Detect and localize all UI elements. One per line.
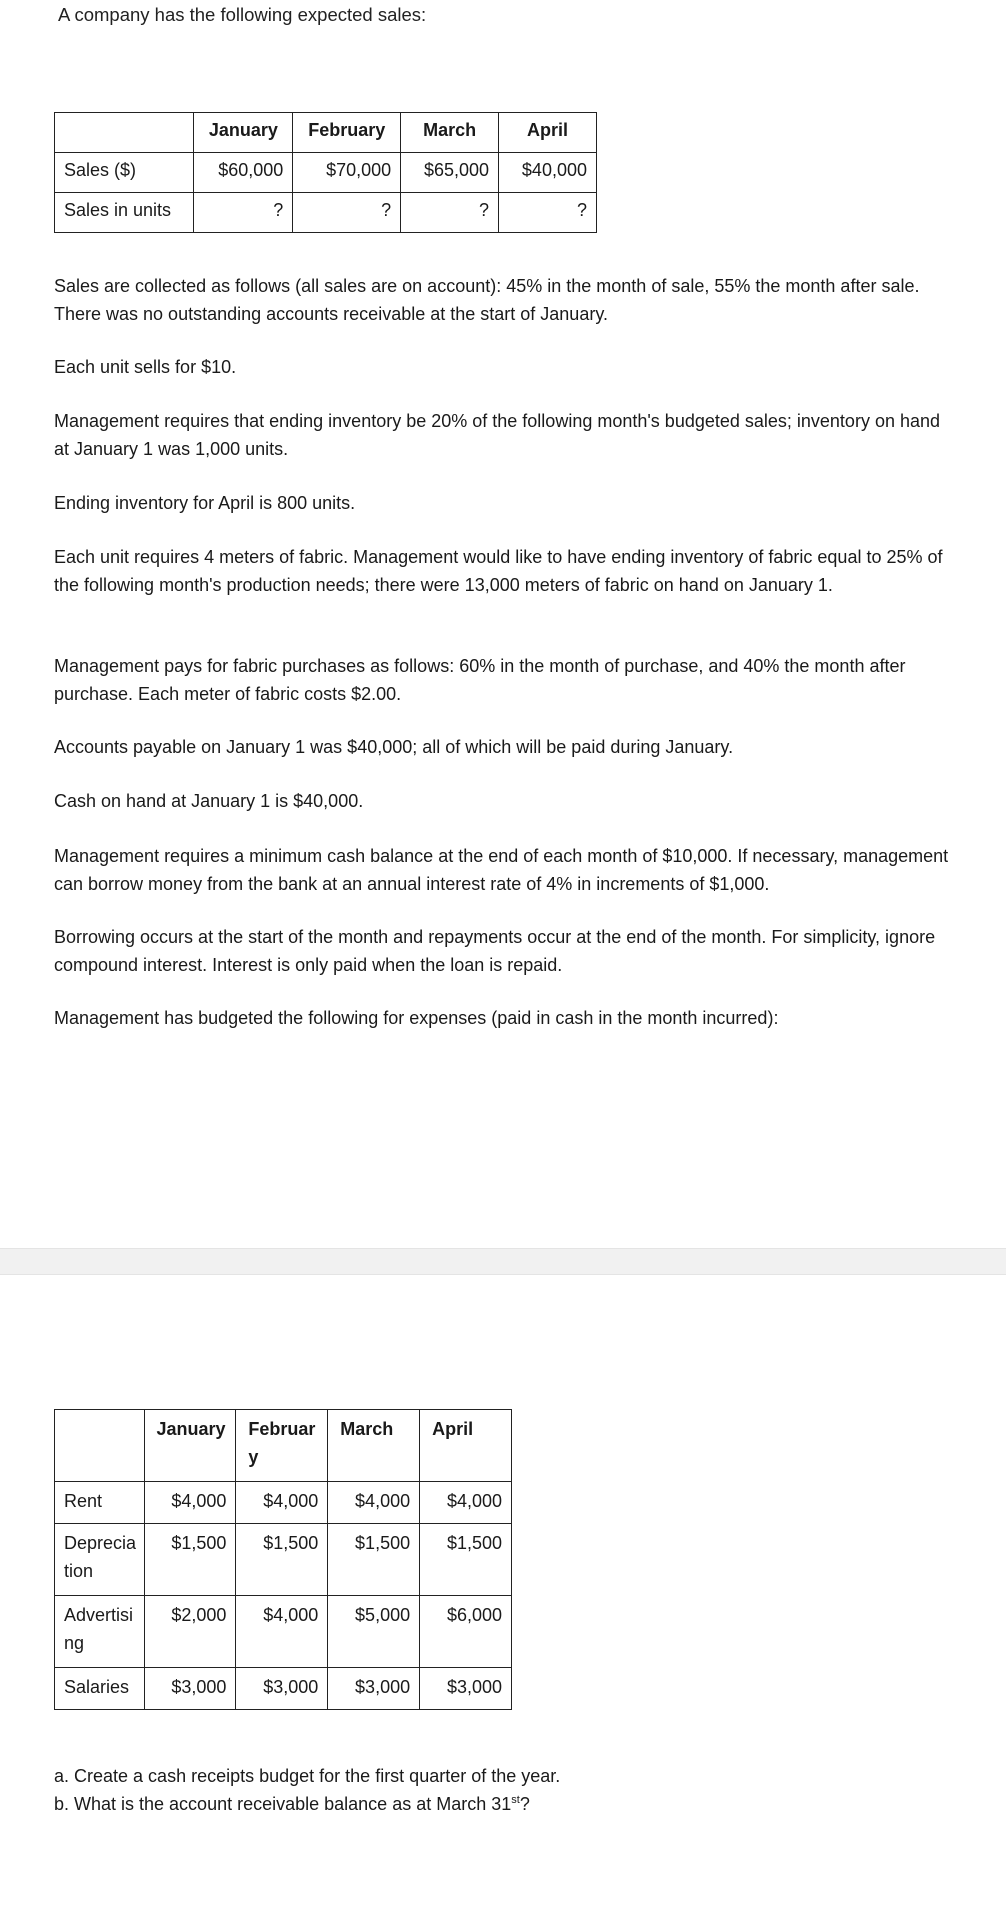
expense-header-january: January [144, 1410, 236, 1482]
expenses-intro-paragraph: Management has budgeted the following for expenses (paid in cash in the month incurred): [54, 1008, 779, 1028]
expense-header-april: April [420, 1410, 512, 1482]
questions-block [54, 1763, 560, 1818]
page-break-divider [0, 1248, 1006, 1275]
question-b-text: b. What is the account receivable balance as at March 31 [54, 1793, 512, 1814]
expense-cell: $1,500 [144, 1524, 236, 1596]
expense-table-corner-cell [55, 1410, 145, 1482]
expense-cell: $4,000 [328, 1482, 420, 1524]
sales-row-units [55, 193, 597, 233]
sales-header-march: March [401, 113, 499, 153]
sales-table-corner-cell [55, 113, 194, 153]
units-cell-march: ? [401, 193, 499, 233]
sales-table-header-row [55, 113, 597, 153]
expense-cell: $3,000 [236, 1668, 328, 1710]
expense-cell: $1,500 [236, 1524, 328, 1596]
expense-row-label: Salaries [55, 1668, 145, 1710]
ending-inventory-policy-paragraph: Management requires that ending inventory be 20% of the following month's budgeted sales; inventory on hand at January 1 was 1,000 units. [54, 411, 941, 459]
expense-header-february: February [236, 1410, 328, 1482]
sales-cell-january: $60,000 [194, 153, 293, 193]
units-cell-january: ? [194, 193, 293, 233]
sales-row-label: Sales ($) [55, 153, 194, 193]
expense-row-advertising [55, 1596, 512, 1668]
expense-cell: $2,000 [144, 1596, 236, 1668]
sales-header-april: April [499, 113, 597, 153]
sales-header-february: February [293, 113, 401, 153]
sales-header-january: January [194, 113, 293, 153]
minimum-cash-paragraph: Management requires a minimum cash balance at the end of each month of $10,000. If necessary, management can borrow money from the bank at an annual interest rate of 4% in increments of $1,000. [54, 846, 949, 894]
units-cell-february: ? [293, 193, 401, 233]
question-b [54, 1791, 560, 1819]
expense-cell: $3,000 [144, 1668, 236, 1710]
expense-cell: $4,000 [420, 1482, 512, 1524]
collection-terms-paragraph: Sales are collected as follows (all sales are on account): 45% in the month of sale, 55% the month after sale. There was no outstanding accounts receivable at the start of January. [54, 276, 920, 324]
cash-on-hand-paragraph: Cash on hand at January 1 is $40,000. [54, 791, 364, 811]
sales-row-dollars [55, 153, 597, 193]
fabric-requirements-paragraph: Each unit requires 4 meters of fabric. Management would like to have ending inventory of fabric equal to 25% of the following month's production needs; there were 13,000 meters of fabric on hand on January 1. [54, 547, 943, 595]
page-title: A company has the following expected sales: [58, 4, 427, 25]
question-b-ordinal-suffix: st [511, 1793, 520, 1806]
expense-row-label: Depreciation [55, 1524, 145, 1596]
sales-table [54, 112, 597, 233]
sales-cell-april: $40,000 [499, 153, 597, 193]
expense-cell: $1,500 [420, 1524, 512, 1596]
expense-header-march: March [328, 1410, 420, 1482]
unit-price-paragraph: Each unit sells for $10. [54, 357, 237, 377]
sales-cell-february: $70,000 [293, 153, 401, 193]
question-a: a. Create a cash receipts budget for the first quarter of the year. [54, 1766, 561, 1786]
expense-cell: $5,000 [328, 1596, 420, 1668]
expense-row-depreciation [55, 1524, 512, 1596]
units-cell-april: ? [499, 193, 597, 233]
expense-table-header-row [55, 1410, 512, 1482]
expense-row-rent [55, 1482, 512, 1524]
expense-cell: $4,000 [236, 1596, 328, 1668]
expense-cell: $3,000 [328, 1668, 420, 1710]
accounts-payable-paragraph: Accounts payable on January 1 was $40,000; all of which will be paid during January. [54, 737, 734, 757]
april-ending-inventory-paragraph: Ending inventory for April is 800 units. [54, 493, 356, 513]
expense-row-salaries [55, 1668, 512, 1710]
expense-cell: $4,000 [144, 1482, 236, 1524]
expense-cell: $6,000 [420, 1596, 512, 1668]
expense-cell: $3,000 [420, 1668, 512, 1710]
expense-table [54, 1409, 512, 1710]
sales-units-row-label: Sales in units [55, 193, 194, 233]
expense-row-label: Advertising [55, 1596, 145, 1668]
expense-cell: $1,500 [328, 1524, 420, 1596]
question-b-end: ? [519, 1793, 530, 1814]
fabric-payment-paragraph: Management pays for fabric purchases as follows: 60% in the month of purchase, and 40% the month after purchase. Each meter of fabric costs $2.00. [54, 656, 906, 704]
expense-cell: $4,000 [236, 1482, 328, 1524]
expense-row-label: Rent [55, 1482, 145, 1524]
borrowing-terms-paragraph: Borrowing occurs at the start of the month and repayments occur at the end of the month. For simplicity, ignore compound interest. Interest is only paid when the loan is repaid. [54, 927, 936, 975]
sales-cell-march: $65,000 [401, 153, 499, 193]
